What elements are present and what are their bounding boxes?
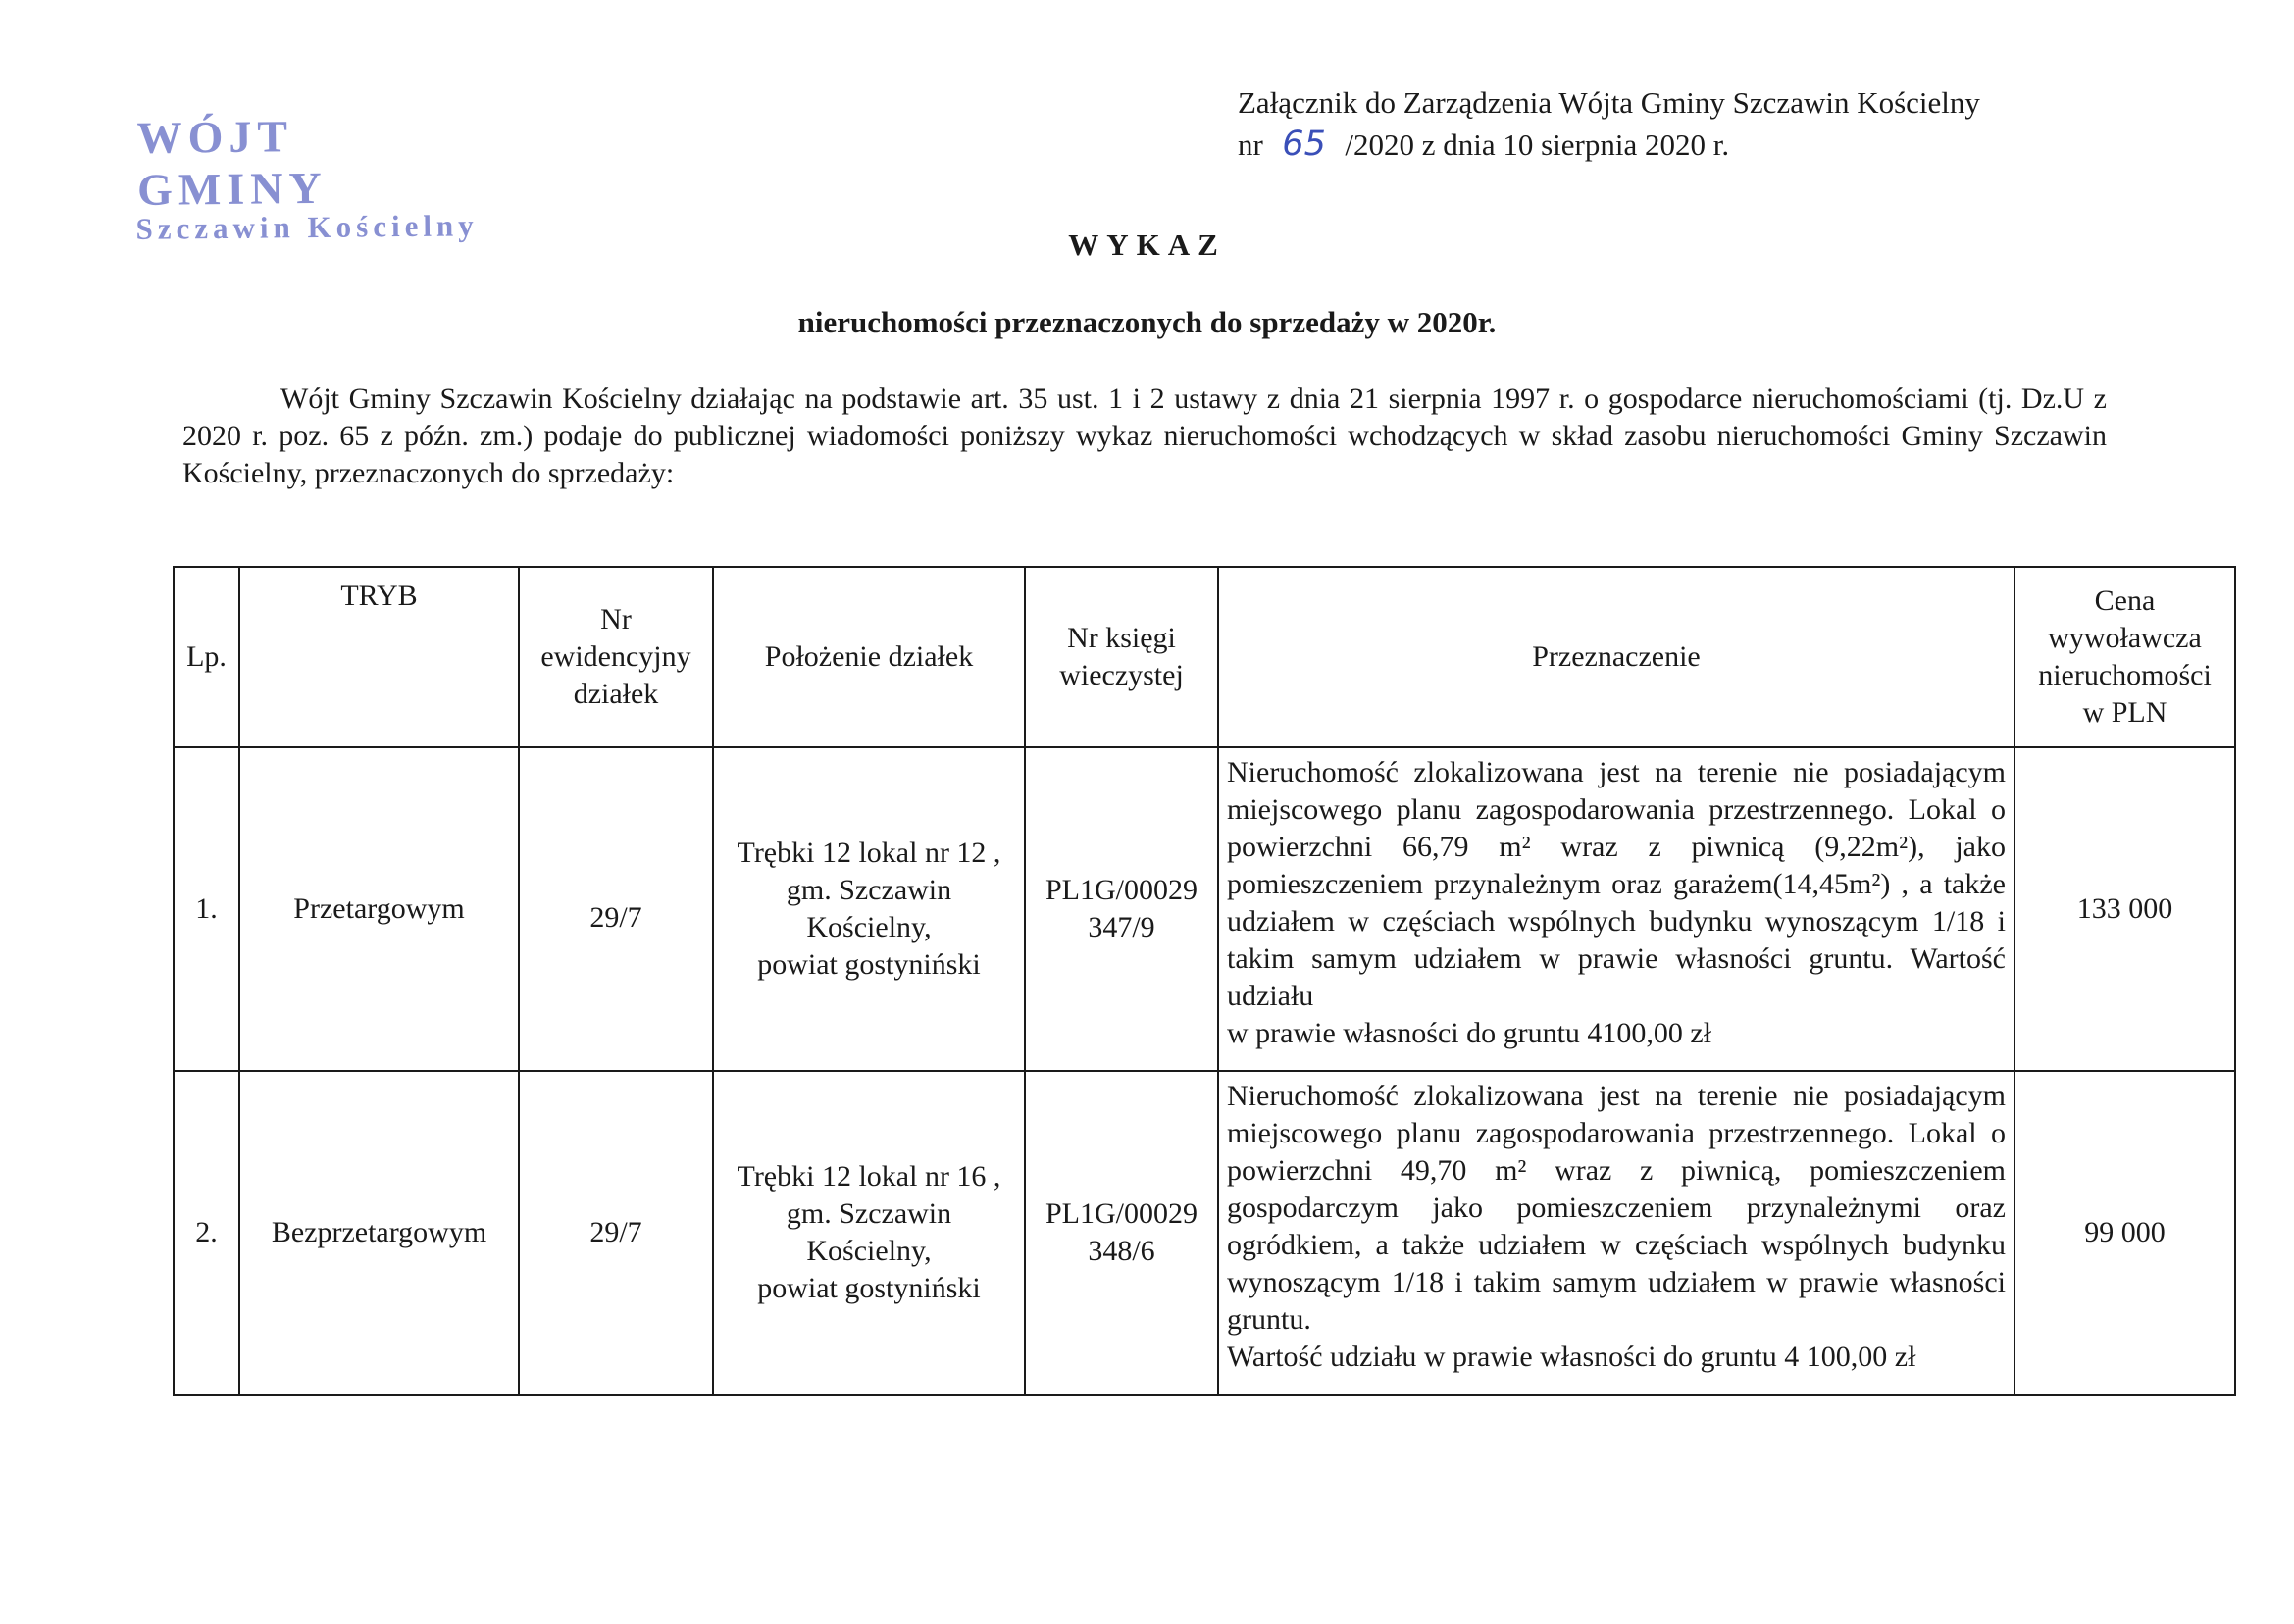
- cell-przeznaczenie: [1218, 747, 2014, 1071]
- annex-header: [1238, 82, 1980, 166]
- przeznaczenie-text: Nieruchomość zlokalizowana jest na terenie nie posiadającym miejscowego planu zagospodarowania przestrzennego. Lokal o powierzchni 66,79 m² wraz z piwnicą (9,22m²), jako pomieszczeniem przynależnym oraz garażem(14,45m²) , a także udziałem w częściach wspólnych budynku wynoszącym 1/18 i takim samym udziałem w prawie własności gruntu. Wartość udziału: [1227, 756, 2006, 1012]
- cell-polozenie: Trębki 12 lokal nr 16 , gm. Szczawin Kościelny, powiat gostyniński: [713, 1071, 1025, 1395]
- property-table: [173, 566, 2234, 1396]
- annex-line-2: [1238, 124, 1980, 166]
- cell-nr-ewidencyjny: 29/7: [519, 1071, 713, 1395]
- header-tryb: TRYB: [239, 567, 519, 747]
- cell-przeznaczenie: [1218, 1071, 2014, 1395]
- cell-ksiega: PL1G/00029 347/9: [1025, 747, 1218, 1071]
- cell-cena: 99 000: [2014, 1071, 2235, 1395]
- cell-nr-ewidencyjny: 29/7: [519, 747, 713, 1071]
- cell-lp: 2.: [174, 1071, 239, 1395]
- annex-line-1: Załącznik do Zarządzenia Wójta Gminy Szczawin Kościelny: [1238, 85, 1980, 120]
- cell-polozenie: Trębki 12 lokal nr 12 , gm. Szczawin Kościelny, powiat gostyniński: [713, 747, 1025, 1071]
- cell-tryb: Bezprzetargowym: [239, 1071, 519, 1395]
- official-stamp: [136, 108, 490, 247]
- document-title: WYKAZ: [1068, 228, 1226, 262]
- annex-nr-label: nr: [1238, 127, 1263, 162]
- przeznaczenie-last-line: Wartość udziału w prawie własności do gruntu 4 100,00 zł: [1227, 1341, 1916, 1373]
- cell-ksiega: PL1G/00029 348/6: [1025, 1071, 1218, 1395]
- intro-paragraph: Wójt Gminy Szczawin Kościelny działając na podstawie art. 35 ust. 1 i 2 ustawy z dnia 21 sierpnia 1997 r. o gospodarce nieruchomościami (tj. Dz.U z 2020 r. poz. 65 z późn. zm.) podaje do publicznej wiadomości poniższy wykaz nieruchomości wchodzących w skład zasobu nieruchomości Gminy Szczawin Kościelny, przeznaczonych do sprzedaży:: [182, 382, 2107, 489]
- stamp-line-1: WÓJT GMINY: [136, 111, 328, 215]
- header-lp: Lp.: [174, 567, 239, 747]
- handwritten-number: 65: [1282, 125, 1326, 164]
- document-subtitle: nieruchomości przeznaczonych do sprzedaży w 2020r.: [797, 305, 1497, 339]
- header-nr-ewidencyjny: Nr ewidencyjny działek: [519, 567, 713, 747]
- table-row: [174, 1071, 2235, 1395]
- table-row: [174, 747, 2235, 1071]
- przeznaczenie-text: Nieruchomość zlokalizowana jest na terenie nie posiadającym miejscowego planu zagospodarowania przestrzennego. Lokal o powierzchni 49,70 m² wraz z piwnicą, pomieszczeniem gospodarczym jako pomieszczeniem przynależnymi oraz ogródkiem, a także udziałem w częściach wspólnych budynku wynoszącym 1/18 i takim samym udziałem w prawie własności gruntu.: [1227, 1080, 2006, 1336]
- annex-date: /2020 z dnia 10 sierpnia 2020 r.: [1345, 127, 1730, 162]
- header-przeznaczenie: Przeznaczenie: [1218, 567, 2014, 747]
- table-header-row: [174, 567, 2235, 747]
- przeznaczenie-last-line: w prawie własności do gruntu 4100,00 zł: [1227, 1017, 1712, 1049]
- cell-cena: 133 000: [2014, 747, 2235, 1071]
- header-polozenie: Położenie działek: [713, 567, 1025, 747]
- header-cena: Cena wywoławcza nieruchomości w PLN: [2014, 567, 2235, 747]
- header-ksiega: Nr księgi wieczystej: [1025, 567, 1218, 747]
- cell-tryb: Przetargowym: [239, 747, 519, 1071]
- stamp-line-2: Szczawin Kościelny: [135, 208, 479, 246]
- cell-lp: 1.: [174, 747, 239, 1071]
